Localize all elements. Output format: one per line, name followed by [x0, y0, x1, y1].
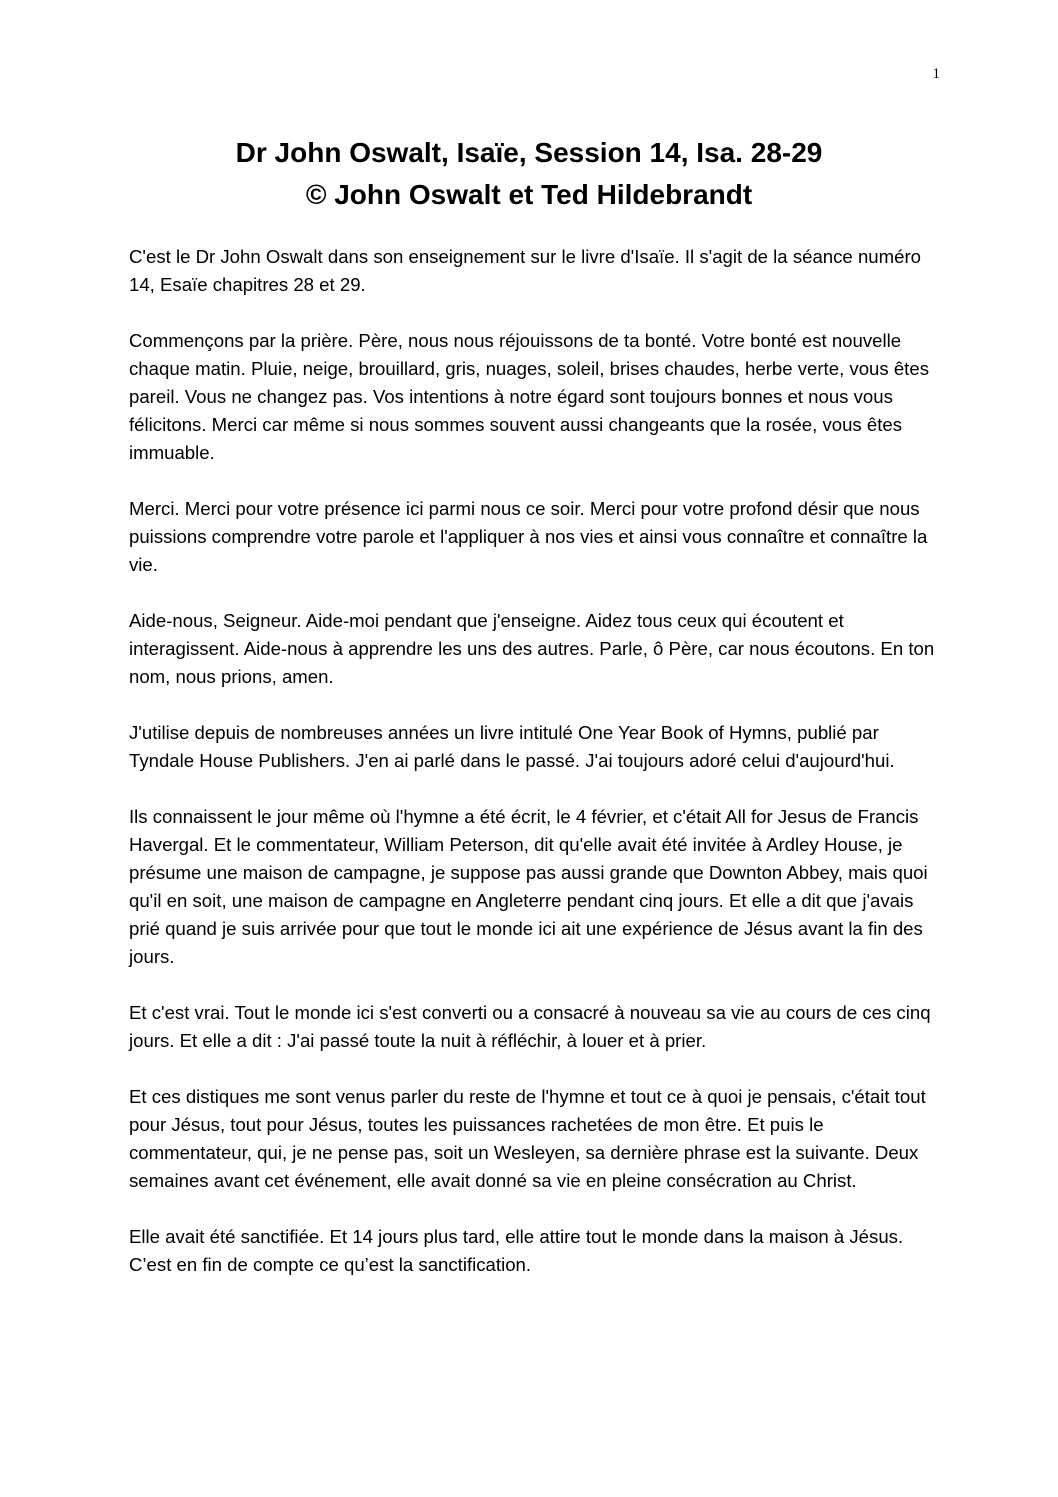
page-number: 1: [932, 66, 940, 82]
paragraph: Et c'est vrai. Tout le monde ici s'est converti ou a consacré à nouveau sa vie au cours de ces cinq jours. Et elle a dit : J'ai passé toute la nuit à réfléchir, à louer et à prier.: [129, 1002, 931, 1051]
paragraph: Aide-nous, Seigneur. Aide-moi pendant que j'enseigne. Aidez tous ceux qui écoutent et interagissent. Aide-nous à apprendre les uns des autres. Parle, ô Père, car nous écoutons. En ton nom, nous prions, amen.: [129, 610, 935, 687]
paragraph: Commençons par la prière. Père, nous nous réjouissons de ta bonté. Votre bonté est nouvelle chaque matin. Pluie, neige, brouillard, gris, nuages, soleil, brises chaudes, herbe verte, vous êtes pareil. Vous ne changez pas. Vos intentions à notre égard sont toujours bonnes et nous vous félicitons. Merci car même si nous sommes souvent aussi changeants que la rosée, vous êtes immuable.: [129, 330, 929, 463]
paragraph: Merci. Merci pour votre présence ici parmi nous ce soir. Merci pour votre profond désir que nous puissions comprendre votre parole et l'appliquer à nos vies et ainsi vous connaître et connaître la vie.: [129, 498, 928, 575]
paragraph: J'utilise depuis de nombreuses années un livre intitulé One Year Book of Hymns, publié par Tyndale House Publishers. J'en ai parlé dans le passé. J'ai toujours adoré celui d'aujourd'hui.: [129, 722, 895, 771]
document-title: [100, 132, 958, 216]
title-line-2: © John Oswalt et Ted Hildebrandt: [305, 179, 753, 210]
title-line-1: Dr John Oswalt, Isaïe, Session 14, Isa. 28-29: [235, 137, 823, 168]
paragraph: Et ces distiques me sont venus parler du reste de l'hymne et tout ce à quoi je pensais, c'était tout pour Jésus, tout pour Jésus, toutes les puissances rachetées de mon être. Et puis le commentateur, qui, je ne pense pas, soit un Wesleyen, sa dernière phrase est la suivante. Deux semaines avant cet événement, elle avait donné sa vie en pleine consécration au Christ.: [129, 1086, 926, 1191]
paragraph: Elle avait été sanctifiée. Et 14 jours plus tard, elle attire tout le monde dans la maison à Jésus. C’est en fin de compte ce qu’est la sanctification.: [129, 1226, 904, 1275]
paragraph: C'est le Dr John Oswalt dans son enseignement sur le livre d'Isaïe. Il s'agit de la séance numéro 14, Esaïe chapitres 28 et 29.: [129, 246, 921, 295]
paragraph: Ils connaissent le jour même où l'hymne a été écrit, le 4 février, et c'était All for Jesus de Francis Havergal. Et le commentateur, William Peterson, dit qu'elle avait été invitée à Ardley House, je présume une maison de campagne, je suppose pas aussi grande que Downton Abbey, mais quoi qu'il en soit, une maison de campagne en Angleterre pendant cinq jours. Et elle a dit que j'avais prié quand je suis arrivée pour que tout le monde ici ait une expérience de Jésus avant la fin des jours.: [129, 806, 928, 967]
document-body: [129, 243, 939, 1307]
